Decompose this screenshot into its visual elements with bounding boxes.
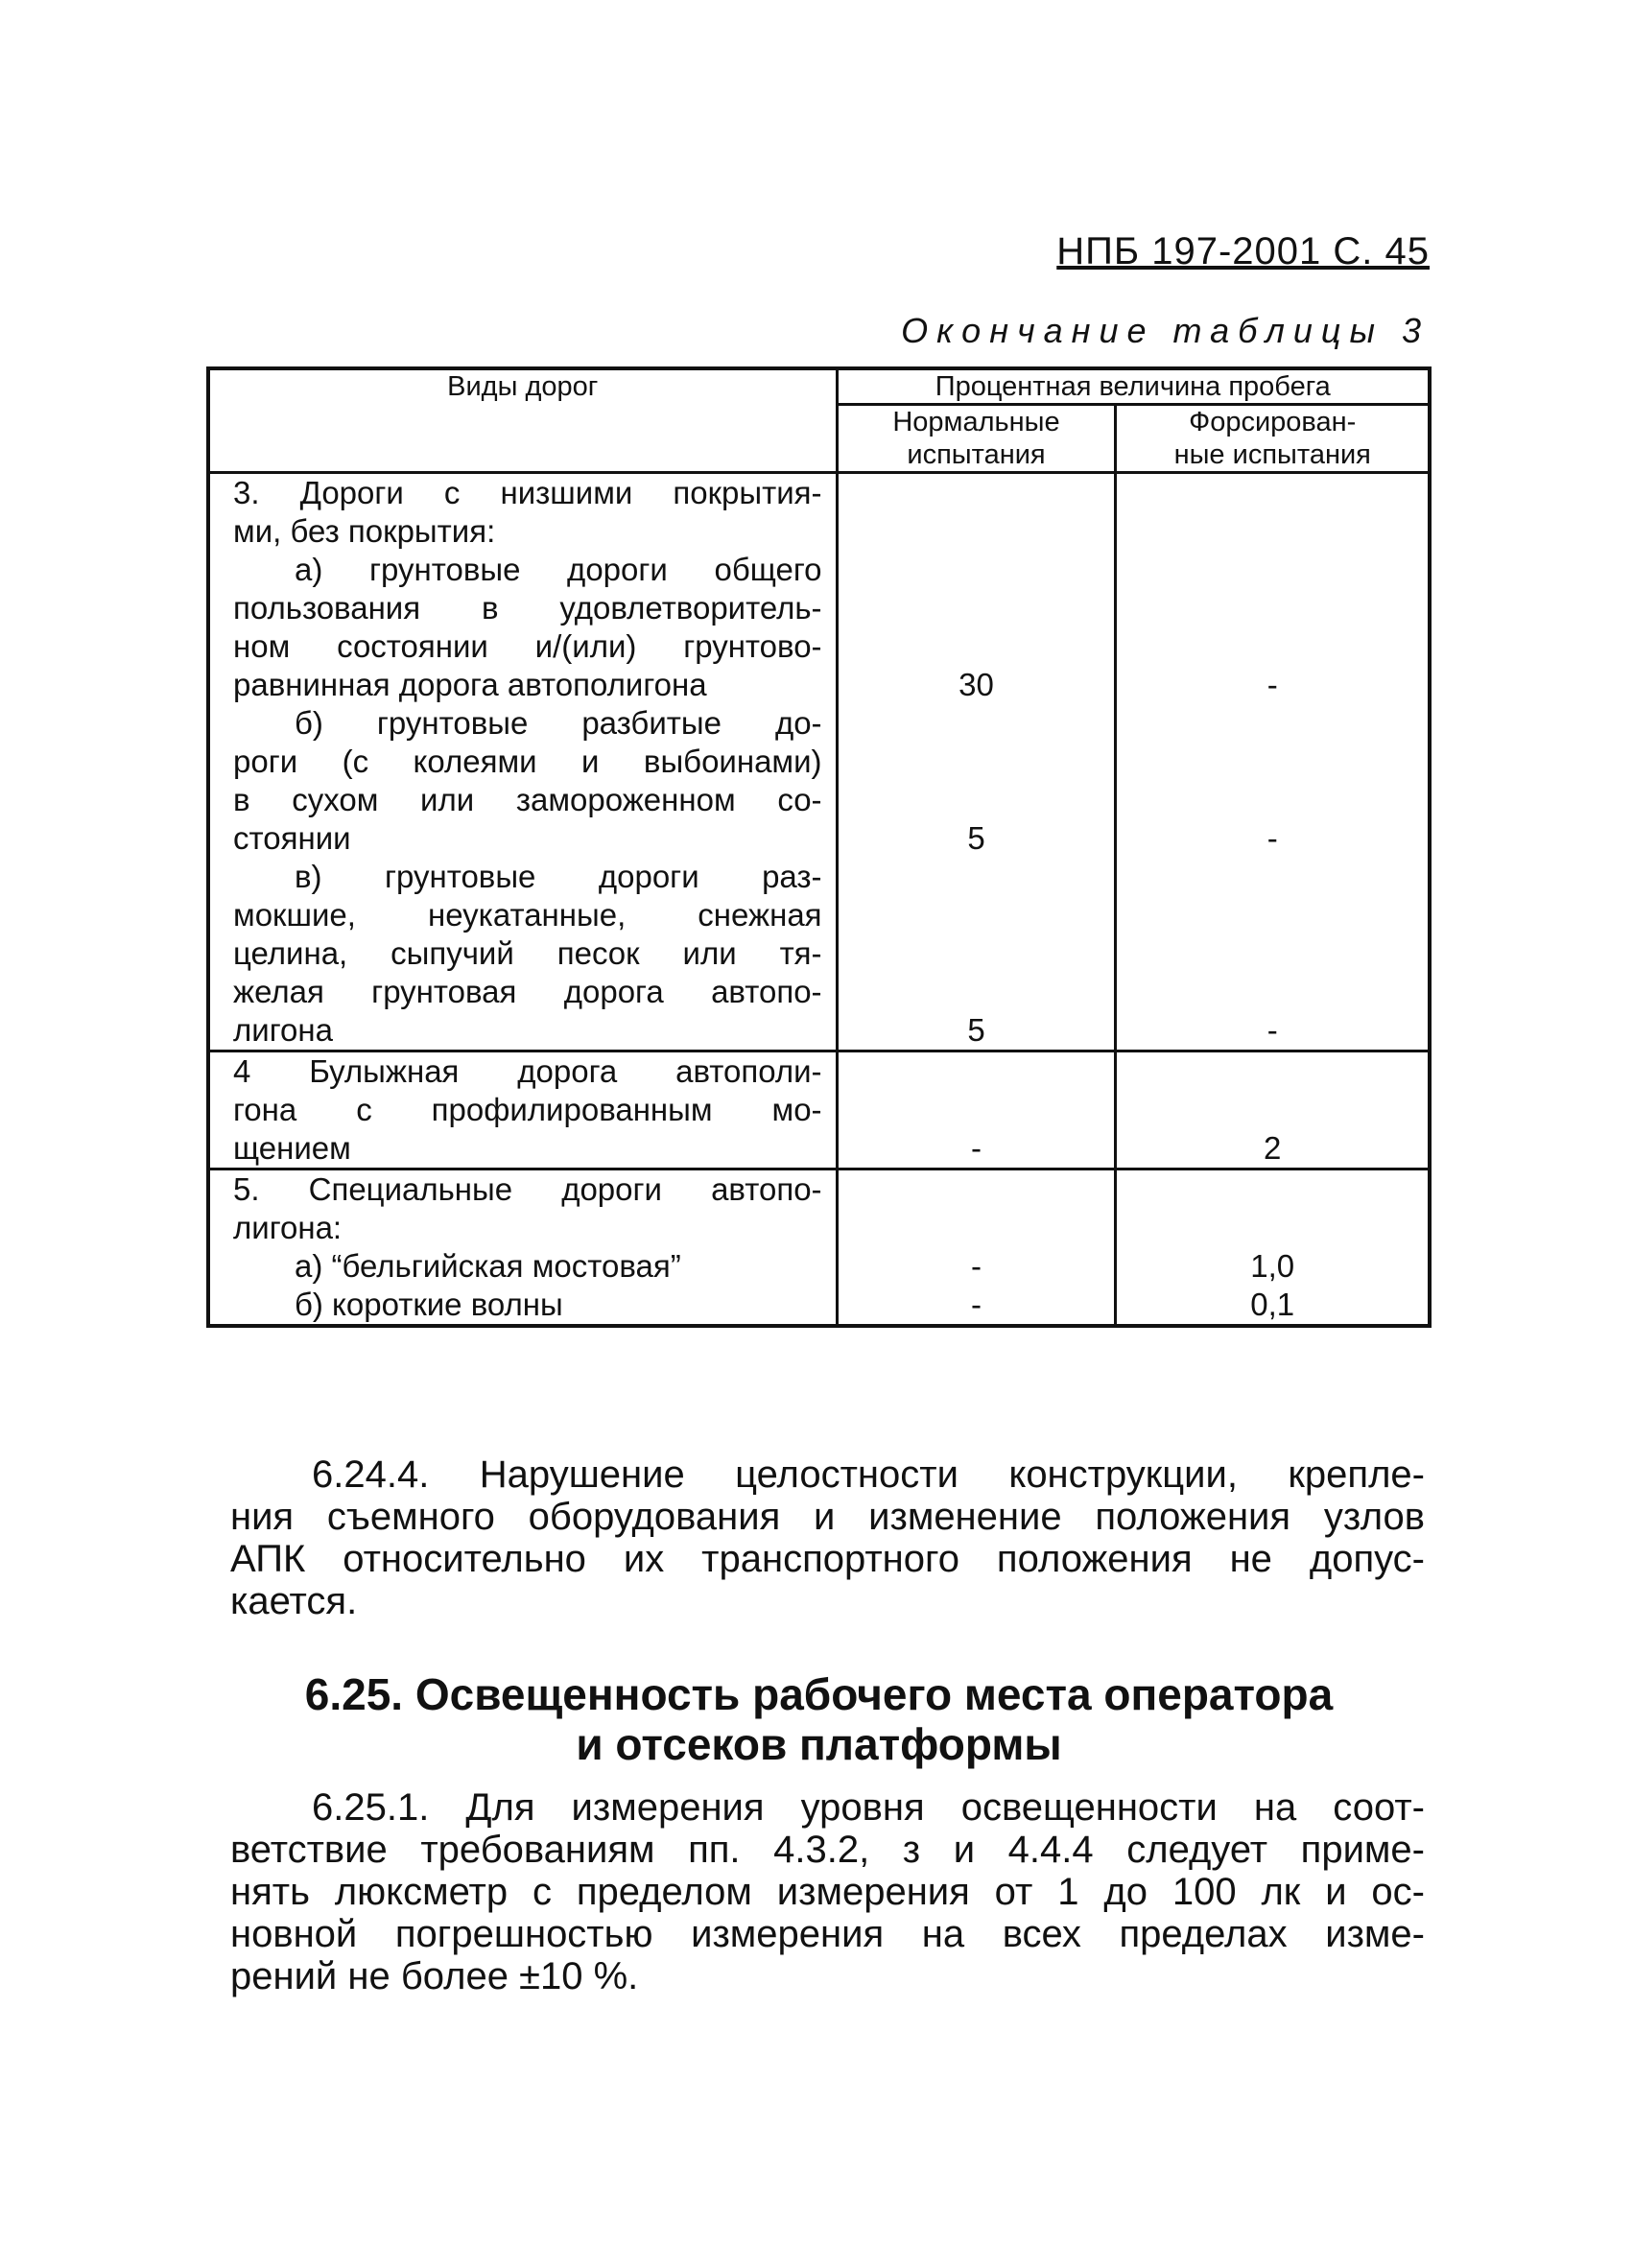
forced-value bbox=[1117, 896, 1428, 934]
table-body bbox=[208, 473, 1430, 1327]
table-row bbox=[208, 1051, 1430, 1169]
road-kind-line: а) “бельгийская мостовая” bbox=[295, 1248, 681, 1284]
road-kind-line: равнинная дорога автополигона bbox=[233, 667, 707, 702]
normal-value bbox=[839, 973, 1115, 1011]
normal-value bbox=[839, 896, 1115, 934]
road-kind-cell bbox=[208, 473, 837, 1051]
road-kind-line: стоянии bbox=[233, 820, 351, 856]
header-normal-line: испытания bbox=[907, 439, 1046, 470]
road-kind-line: в сухом или замороженном со- bbox=[233, 782, 822, 817]
forced-tests-cell bbox=[1116, 1169, 1430, 1327]
normal-tests-cell bbox=[837, 1169, 1116, 1327]
normal-value bbox=[839, 512, 1115, 551]
forced-value bbox=[1117, 858, 1428, 896]
section-heading-line: и отсеков платформы bbox=[576, 1719, 1062, 1769]
normal-value bbox=[839, 743, 1115, 781]
forced-tests-cell bbox=[1116, 1051, 1430, 1169]
road-kind-line: целина, сыпучий песок или тя- bbox=[233, 935, 822, 971]
forced-value bbox=[1117, 704, 1428, 743]
normal-value: 5 bbox=[967, 820, 985, 856]
paragraph-line: ния съемного оборудования и изменение положения узлов bbox=[230, 1496, 1425, 1538]
paragraph-line: новной погрешностью измерения на всех пределах изме- bbox=[230, 1913, 1425, 1955]
header-normal-tests bbox=[837, 405, 1116, 473]
normal-value bbox=[839, 858, 1115, 896]
normal-value: 5 bbox=[967, 1012, 985, 1048]
normal-value bbox=[839, 1170, 1115, 1209]
road-kind-line: гона с профилированным мо- bbox=[233, 1092, 822, 1127]
road-kind-line: в) грунтовые дороги раз- bbox=[295, 859, 822, 894]
normal-value: - bbox=[971, 1287, 982, 1322]
paragraph-line: рений не более ±10 %. bbox=[230, 1955, 639, 1997]
forced-value: 0,1 bbox=[1250, 1287, 1295, 1322]
forced-tests-cell bbox=[1116, 473, 1430, 1051]
forced-value: - bbox=[1266, 667, 1278, 702]
forced-value bbox=[1117, 1170, 1428, 1209]
paragraph-line: АПК относительно их транспортного положения не допус- bbox=[230, 1538, 1425, 1580]
forced-value bbox=[1117, 781, 1428, 819]
road-kind-line: роги (с колеями и выбоинами) bbox=[233, 744, 822, 779]
table-caption: Окончание таблицы 3 bbox=[901, 311, 1430, 350]
section-heading-6-25 bbox=[206, 1669, 1432, 1769]
road-kind-line: 5. Специальные дороги автопо- bbox=[233, 1171, 822, 1207]
forced-value bbox=[1117, 474, 1428, 512]
section-heading-line: 6.25. Освещенность рабочего места оператора bbox=[304, 1669, 1334, 1719]
forced-value bbox=[1117, 589, 1428, 627]
paragraph-line: нять люксметр с пределом измерения от 1 до 100 лк и ос- bbox=[230, 1871, 1425, 1913]
road-kind-line: 4 Булыжная дорога автополи- bbox=[233, 1053, 822, 1089]
header-forced-line: Форсирован- bbox=[1189, 407, 1357, 437]
table-row bbox=[208, 1169, 1430, 1327]
road-kind-line: ми, без покрытия: bbox=[233, 513, 496, 549]
road-kind-line: лигона: bbox=[233, 1210, 343, 1245]
forced-value: 2 bbox=[1264, 1130, 1282, 1166]
forced-value: - bbox=[1266, 1012, 1278, 1048]
normal-value bbox=[839, 781, 1115, 819]
road-kind-line: желая грунтовая дорога автопо- bbox=[233, 974, 822, 1009]
paragraph-line: 6.25.1. Для измерения уровня освещенности на соот- bbox=[312, 1786, 1425, 1829]
road-kind-line: ном состоянии и/(или) грунтово- bbox=[233, 628, 822, 664]
paragraph-6-24-4 bbox=[230, 1453, 1425, 1622]
paragraph-line: ветствие требованиям пп. 4.3.2, з и 4.4.4 следует приме- bbox=[230, 1829, 1425, 1871]
forced-value bbox=[1117, 934, 1428, 973]
normal-value bbox=[839, 1209, 1115, 1247]
header-forced-line: ные испытания bbox=[1173, 439, 1371, 470]
normal-tests-cell bbox=[837, 1051, 1116, 1169]
road-kind-line: б) грунтовые разбитые до- bbox=[295, 705, 822, 741]
normal-value: 30 bbox=[958, 667, 994, 702]
normal-value bbox=[839, 627, 1115, 666]
table-row bbox=[208, 473, 1430, 1051]
normal-tests-cell bbox=[837, 473, 1116, 1051]
forced-value bbox=[1117, 1052, 1428, 1091]
road-kind-line: лигона bbox=[233, 1012, 333, 1048]
document-reference: НПБ 197-2001 С. 45 bbox=[1056, 230, 1430, 272]
header-mileage-percent: Процентная величина пробега bbox=[837, 368, 1430, 405]
forced-value bbox=[1117, 627, 1428, 666]
paragraph-6-25-1 bbox=[230, 1786, 1425, 1997]
header-road-kind: Виды дорог bbox=[208, 368, 837, 473]
forced-value bbox=[1117, 1091, 1428, 1129]
road-kind-line: 3. Дороги с низшими покрытия- bbox=[233, 475, 822, 510]
normal-value: - bbox=[971, 1130, 982, 1166]
normal-value bbox=[839, 474, 1115, 512]
normal-value bbox=[839, 1091, 1115, 1129]
forced-value bbox=[1117, 973, 1428, 1011]
normal-value bbox=[839, 589, 1115, 627]
road-types-table bbox=[206, 366, 1432, 1328]
road-kind-line: пользования в удовлетворитель- bbox=[233, 590, 822, 626]
normal-value bbox=[839, 1052, 1115, 1091]
forced-value: 1,0 bbox=[1250, 1248, 1295, 1284]
road-kind-line: щением bbox=[233, 1130, 351, 1166]
paragraph-line: 6.24.4. Нарушение целостности конструкции, крепле- bbox=[312, 1453, 1425, 1496]
header-normal-line: Нормальные bbox=[892, 407, 1060, 437]
normal-value bbox=[839, 704, 1115, 743]
header-forced-tests bbox=[1116, 405, 1430, 473]
normal-value: - bbox=[971, 1248, 982, 1284]
road-kind-cell bbox=[208, 1169, 837, 1327]
road-kind-cell bbox=[208, 1051, 837, 1169]
road-kind-line: мокшие, неукатанные, снежная bbox=[233, 897, 822, 933]
paragraph-line: кается. bbox=[230, 1580, 358, 1622]
road-kind-line: б) короткие волны bbox=[295, 1287, 563, 1322]
forced-value bbox=[1117, 743, 1428, 781]
forced-value bbox=[1117, 1209, 1428, 1247]
normal-value bbox=[839, 934, 1115, 973]
forced-value bbox=[1117, 512, 1428, 551]
normal-value bbox=[839, 551, 1115, 589]
forced-value: - bbox=[1266, 820, 1278, 856]
forced-value bbox=[1117, 551, 1428, 589]
road-kind-line: а) грунтовые дороги общего bbox=[295, 552, 822, 587]
